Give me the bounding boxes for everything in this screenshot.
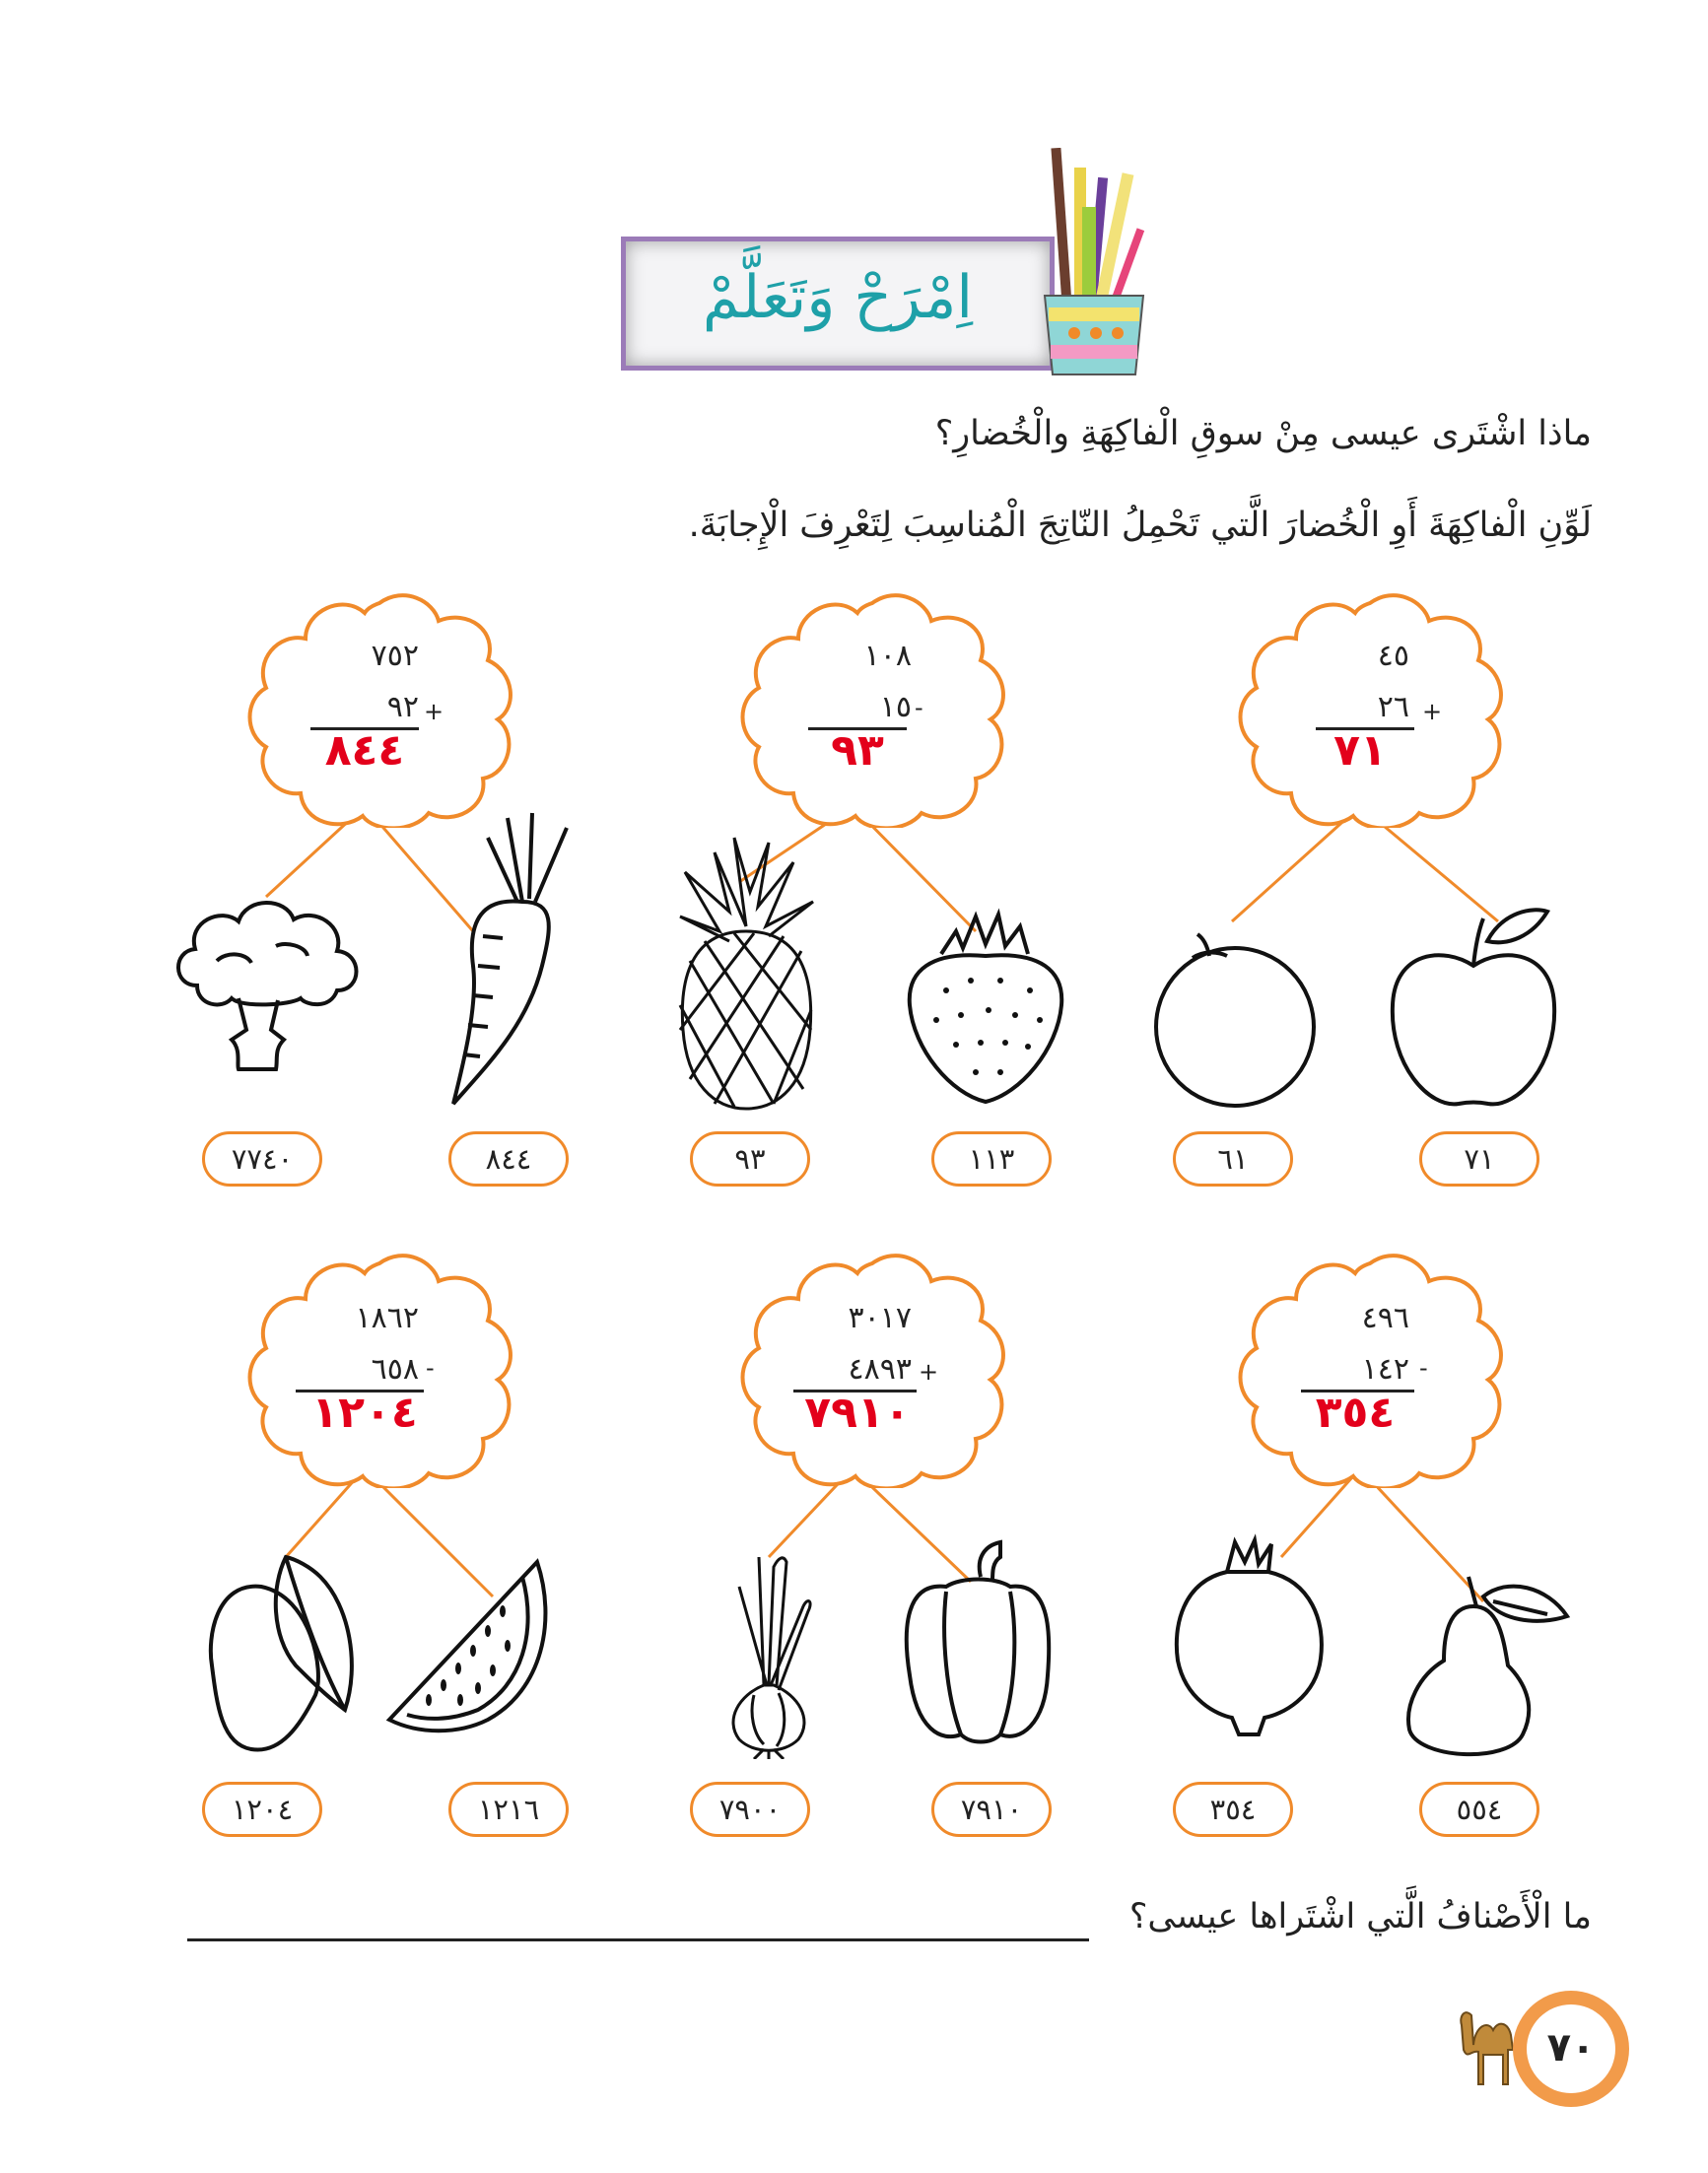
page-title: اِمْرَحْ وَتَعَلَّمْ — [702, 263, 974, 332]
top-number: ١٠٨ — [863, 639, 912, 673]
bottom-number: ١٥ — [879, 690, 912, 724]
answer: ٨٤٤ — [324, 725, 405, 776]
operator: + — [1422, 698, 1443, 725]
answer-line[interactable] — [187, 1938, 1089, 1941]
problem-cloud-1 — [1237, 591, 1503, 828]
option-pill[interactable]: ٧١ — [1419, 1131, 1539, 1187]
option-pill[interactable]: ٧٧٤٠ — [202, 1131, 322, 1187]
bottom-number: ٤٨٩٣ — [848, 1352, 912, 1387]
option-pill[interactable]: ١١٣ — [931, 1131, 1052, 1187]
option-pill[interactable]: ٦١ — [1173, 1131, 1293, 1187]
bottom-number: ٢٦ — [1377, 690, 1409, 724]
camel-icon — [1454, 1991, 1523, 2089]
apple-icon[interactable] — [1385, 907, 1562, 1114]
bell-pepper-icon[interactable] — [902, 1537, 1055, 1749]
option-pill[interactable]: ١٢٠٤ — [202, 1782, 322, 1837]
option-pill[interactable]: ٧٩١٠ — [931, 1782, 1052, 1837]
option-pill[interactable]: ٩٣ — [690, 1131, 810, 1187]
option-pill[interactable]: ٣٥٤ — [1173, 1782, 1293, 1837]
question-1: ماذا اشْتَرى عيسى مِنْ سوقِ الْفاكِهَةِ والْخُضارِ؟ — [934, 414, 1592, 453]
top-number: ٣٠١٧ — [848, 1301, 912, 1335]
answer: ٧١ — [1333, 725, 1387, 776]
operator: + — [919, 1358, 939, 1386]
answer: ٩٣ — [831, 725, 884, 776]
question-2: ما الْأَصْنافُ الَّتي اشْتَراها عيسى؟ — [1128, 1897, 1592, 1936]
bottom-number: ٩٢ — [386, 690, 419, 724]
answer: ٧٩١٠ — [804, 1388, 911, 1438]
problem-cloud-2 — [739, 591, 1005, 828]
operator: - — [1419, 1354, 1428, 1382]
watermelon-icon[interactable] — [379, 1552, 567, 1739]
carrot-icon[interactable] — [448, 808, 572, 1109]
top-number: ٧٥٢ — [371, 639, 419, 673]
page-number-badge — [1513, 1991, 1629, 2107]
top-number: ١٨٦٢ — [355, 1301, 419, 1335]
answer: ٣٥٤ — [1315, 1388, 1396, 1438]
option-pill[interactable]: ٥٥٤ — [1419, 1782, 1539, 1837]
operator: - — [915, 694, 923, 721]
pomegranate-icon[interactable] — [1168, 1532, 1331, 1744]
operator: - — [426, 1354, 435, 1382]
pineapple-icon[interactable] — [675, 833, 818, 1114]
problem-cloud-6 — [246, 1252, 512, 1488]
problem-cloud-3 — [246, 591, 512, 828]
mango-icon[interactable] — [202, 1547, 360, 1754]
pear-icon[interactable] — [1400, 1567, 1577, 1764]
broccoli-icon[interactable] — [168, 892, 365, 1074]
operator: + — [424, 698, 444, 725]
problem-cloud-5 — [739, 1252, 1005, 1488]
orange-icon[interactable] — [1148, 926, 1321, 1114]
bottom-number: ٦٥٨ — [371, 1352, 419, 1387]
problem-cloud-4 — [1237, 1252, 1503, 1488]
bottom-number: ١٤٢ — [1361, 1352, 1409, 1387]
top-number: ٤٥ — [1377, 639, 1409, 673]
top-number: ٤٩٦ — [1361, 1301, 1409, 1335]
spring-onion-icon[interactable] — [710, 1547, 828, 1759]
option-pill[interactable]: ٧٩٠٠ — [690, 1782, 810, 1837]
instruction: لَوِّنِ الْفاكِهَةَ أَوِ الْخُضارَ الَّتي تَحْمِلُ النّاتِجَ الْمُناسِبَ لِتَعْرِفَ الْإِجابَةَ. — [688, 506, 1592, 545]
option-pill[interactable]: ٨٤٤ — [448, 1131, 569, 1187]
answer: ١٢٠٤ — [311, 1388, 418, 1438]
option-pill[interactable]: ١٢١٦ — [448, 1782, 569, 1837]
strawberry-icon[interactable] — [902, 897, 1069, 1109]
page-number: ٧٠ — [1527, 2004, 1615, 2093]
